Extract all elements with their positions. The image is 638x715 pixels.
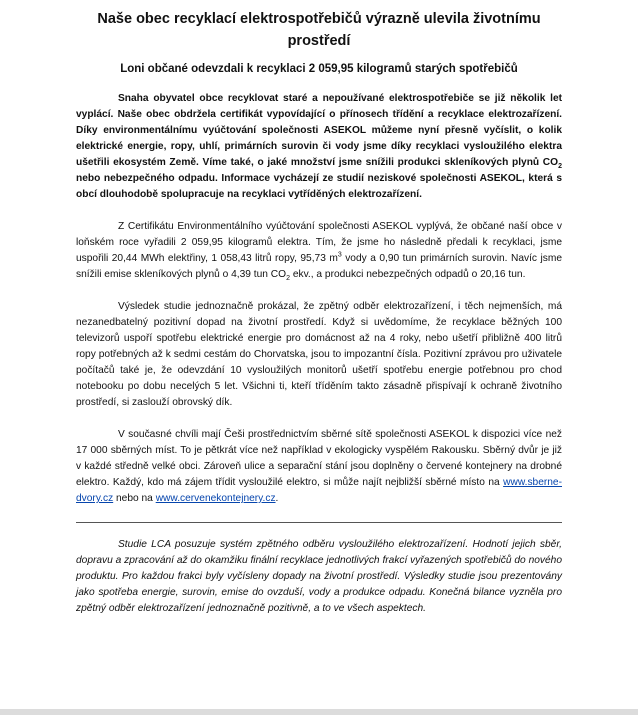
document bbox=[76, 8, 562, 617]
lead-text-b: nebo nebezpečného odpadu. Informace vycházejí ze studií neziskové společnosti ASEKOL, která s obcí dlouhodobě spolupracuje na recyklaci vytříděných elektrozařízení. bbox=[76, 173, 562, 200]
page-bottom-edge bbox=[0, 709, 638, 715]
paragraph-results: Výsledek studie jednoznačně prokázal, že zpětný odběr elektrozařízení, i těch nejmenších, má nezanedbatelný pozitivní dopad na životní prostředí. Když si uvědomíme, že recyklace běžných 100 televizorů uspoří spotřebu elektrické energie pro domácnost až na 4 roky, nebo ušetří přibližně 400 litrů ropy potřebných až k sedmi cestám do Chorvatska, jsou to impozantní čísla. Pozitivní zprávou pro uživatele počítačů také je, že odevzdání 10 vysloužilých monitorů ušetří spotřebu energie potřebnou pro chod notebooku po dobu necelých 5 let. Všichni ti, kteří tříděním takto zásadně přispívají k ochraně životního prostředí, si zaslouží obrovský dík. bbox=[76, 301, 562, 408]
para1-text-b: vody a 0,90 tun primárních surovin. Navíc jsme snížili emise skleníkových plynů o 4,39 tun CO bbox=[76, 253, 562, 280]
para3-text-c: . bbox=[275, 493, 279, 504]
para1-text-a: Z Certifikátu Environmentálního vyúčtování společnosti ASEKOL vyplývá, že občané naší obce v loňském roce vyřadili 2 059,95 kilogramů elektra. Tím, že jsme ho následně předali k recyklaci, jsme uspořili 20,44 MWh elektřiny, 1 058,43 litrů ropy, 95,73 m bbox=[76, 221, 562, 264]
lead-text-a: Snaha obyvatel obce recyklovat staré a nepoužívané elektrospotřebiče se již několik let vyplácí. Naše obec obdržela certifikát vypovídající o přínosech třídění a recyklace elektrozařízení. Díky environmentálnímu vyúčtování společnosti ASEKOL můžeme nyní přesně vyčíslit, o kolik elektrické energie, ropy, uhlí, primárních surovin či vody jsme díky recyklaci vysloužilého elektra ušetřili ekosystém Země. Víme také, o jaké množství jsme snížili produkci skleníkových plynů CO bbox=[76, 93, 562, 168]
lead-paragraph bbox=[76, 91, 562, 203]
section-divider bbox=[76, 522, 562, 523]
para1-text-c: ekv., a produkci nebezpečných odpadů o 20,16 tun. bbox=[289, 269, 526, 280]
para3-text-b: nebo na bbox=[113, 493, 156, 504]
page-title: Naše obec recyklací elektrospotřebičů výrazně ulevila životnímu prostředí bbox=[97, 11, 541, 49]
paragraph-certificate bbox=[76, 219, 562, 283]
paragraph-collection bbox=[76, 427, 562, 507]
lead-co2-subscript: 2 bbox=[558, 163, 562, 171]
page-subtitle: Loni občané odevzdali k recyklaci 2 059,95 kilogramů starých spotřebičů bbox=[120, 63, 518, 75]
para3-text-a: V současné chvíli mají Češi prostřednictvím sběrné sítě společnosti ASEKOL k dispozici více než 17 000 sběrných míst. To je pětkrát více než například v ekologicky vyspělém Rakousku. Sběrný dvůr je již v každé středně velké obci. Zároveň ulice a separační stání jsou doplněny o červené kontejnery na drobné elektro. Každý, kdo má zájem třídit vysloužilé elektro, si může najít nejbližší sběrné místo na bbox=[76, 429, 562, 488]
para1-co2-subscript: 2 bbox=[286, 275, 290, 283]
link-sberne-dvory[interactable]: www.sberne-dvory.cz bbox=[76, 477, 562, 504]
link-cervene-kontejnery[interactable]: www.cervenekontejnery.cz bbox=[155, 493, 276, 504]
para1-m3-superscript: 3 bbox=[337, 251, 342, 259]
study-note: Studie LCA posuzuje systém zpětného odběru vysloužilého elektrozařízení. Hodnotí jejich sběr, dopravu a zpracování až do okamžiku finální recyklace jednotlivých frakcí vyřazených spotřebičů do nového produktu. Pro každou frakci byly vyčísleny dopady na životní prostředí. Výsledky studie jsou prezentovány jako spotřeba energie, surovin, emise do ovzduší, vody a produkce odpadu. Konečná bilance vyzněla pro zpětný odběr elektrozařízení jednoznačně pozitivně, a to ve všech aspektech. bbox=[76, 539, 562, 614]
